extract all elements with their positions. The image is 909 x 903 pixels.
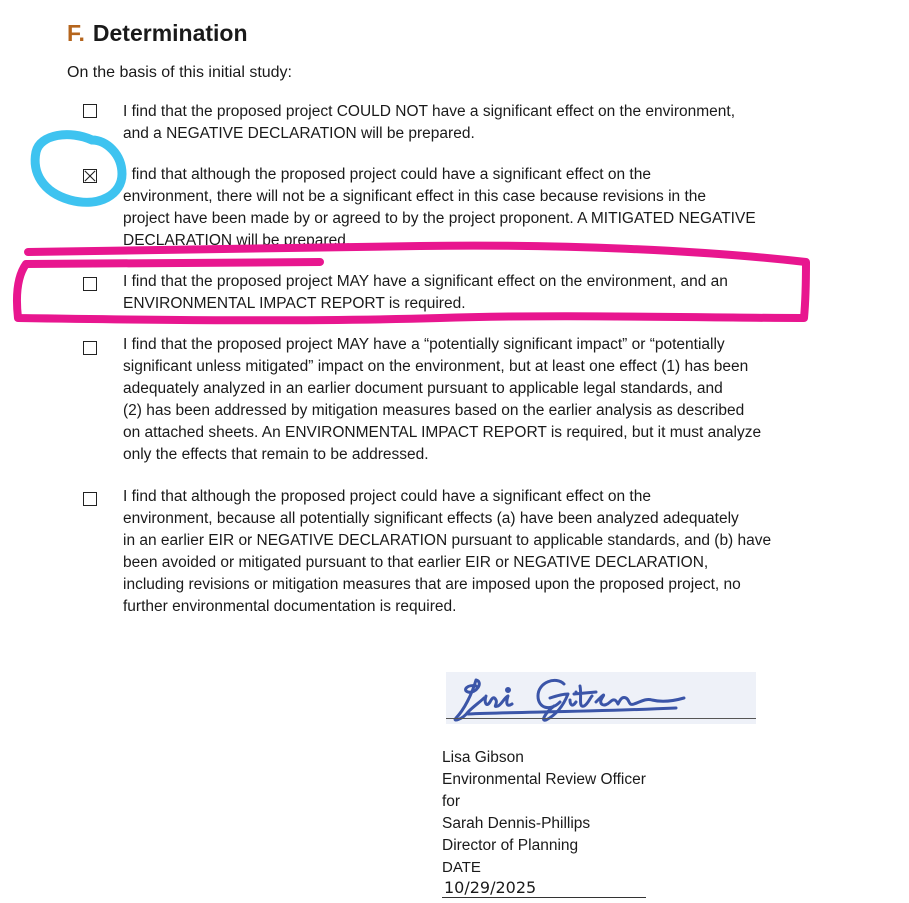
on-behalf-name: Sarah Dennis-Phillips [442, 815, 591, 832]
option-line: on attached sheets. An ENVIRONMENTAL IMPACT REPORT is required, but it must analyze [123, 424, 762, 441]
option-line: DECLARATION will be prepared. [123, 232, 351, 249]
option-line: project have been made by or agreed to by the project proponent. A MITIGATED NEGATIVE [123, 210, 756, 227]
option-line: adequately analyzed in an earlier document pursuant to applicable legal standards, and [123, 380, 723, 397]
option-line: environment, there will not be a significant effect in this case because revisions in the [123, 188, 707, 205]
option-4-text [123, 334, 803, 466]
option-5-text [123, 486, 803, 618]
option-line: including revisions or mitigation measures that are imposed upon the proposed project, no [123, 576, 741, 593]
on-behalf-title: Director of Planning [442, 837, 579, 854]
section-letter: F. [67, 20, 85, 46]
for-label: for [442, 793, 461, 810]
option-line: environment, because all potentially significant effects (a) have been analyzed adequately [123, 510, 739, 527]
option-line: and a NEGATIVE DECLARATION will be prepared. [123, 125, 475, 142]
checkbox-option-4[interactable] [83, 341, 97, 355]
checkbox-option-1[interactable] [83, 104, 97, 118]
option-line: ENVIRONMENTAL IMPACT REPORT is required. [123, 295, 466, 312]
signature-image [446, 672, 756, 724]
date-field[interactable]: 10/29/2025 [442, 879, 646, 898]
signatory-details [442, 747, 646, 898]
signatory-name: Lisa Gibson [442, 749, 524, 766]
option-line: been avoided or mitigated pursuant to that earlier EIR or NEGATIVE DECLARATION, [123, 554, 709, 571]
checkbox-option-2[interactable] [83, 169, 97, 183]
option-line: I find that although the proposed project could have a significant effect on the [123, 166, 651, 183]
option-line: further environmental documentation is required. [123, 598, 457, 615]
date-row [442, 857, 646, 898]
option-line: I find that the proposed project MAY have a significant effect on the environment, and an [123, 273, 728, 290]
section-heading [67, 20, 248, 47]
blue-circle-annotation [35, 135, 122, 203]
option-line: I find that the proposed project COULD NOT have a significant effect on the environment, [123, 103, 736, 120]
signature-line [446, 718, 756, 719]
option-line: in an earlier EIR or NEGATIVE DECLARATION pursuant to applicable standards, and (b) have [123, 532, 772, 549]
signatory-title: Environmental Review Officer [442, 771, 646, 788]
option-2-text [123, 164, 803, 252]
intro-text: On the basis of this initial study: [67, 64, 292, 81]
handwritten-signature [446, 672, 756, 724]
option-line: I find that although the proposed project could have a significant effect on the [123, 488, 651, 505]
checkbox-option-5[interactable] [83, 492, 97, 506]
x-mark-icon [84, 170, 96, 182]
section-title: Determination [92, 20, 248, 46]
option-line: significant unless mitigated” impact on the environment, but at least one effect (1) has been [123, 358, 749, 375]
option-3-text [123, 271, 803, 315]
checkbox-option-3[interactable] [83, 277, 97, 291]
date-label: DATE [442, 859, 481, 876]
option-line: only the effects that remain to be addressed. [123, 446, 429, 463]
option-1-text [123, 101, 803, 145]
option-line: I find that the proposed project MAY have a “potentially significant impact” or “potentially [123, 336, 725, 353]
option-line: (2) has been addressed by mitigation measures based on the earlier analysis as described [123, 402, 745, 419]
